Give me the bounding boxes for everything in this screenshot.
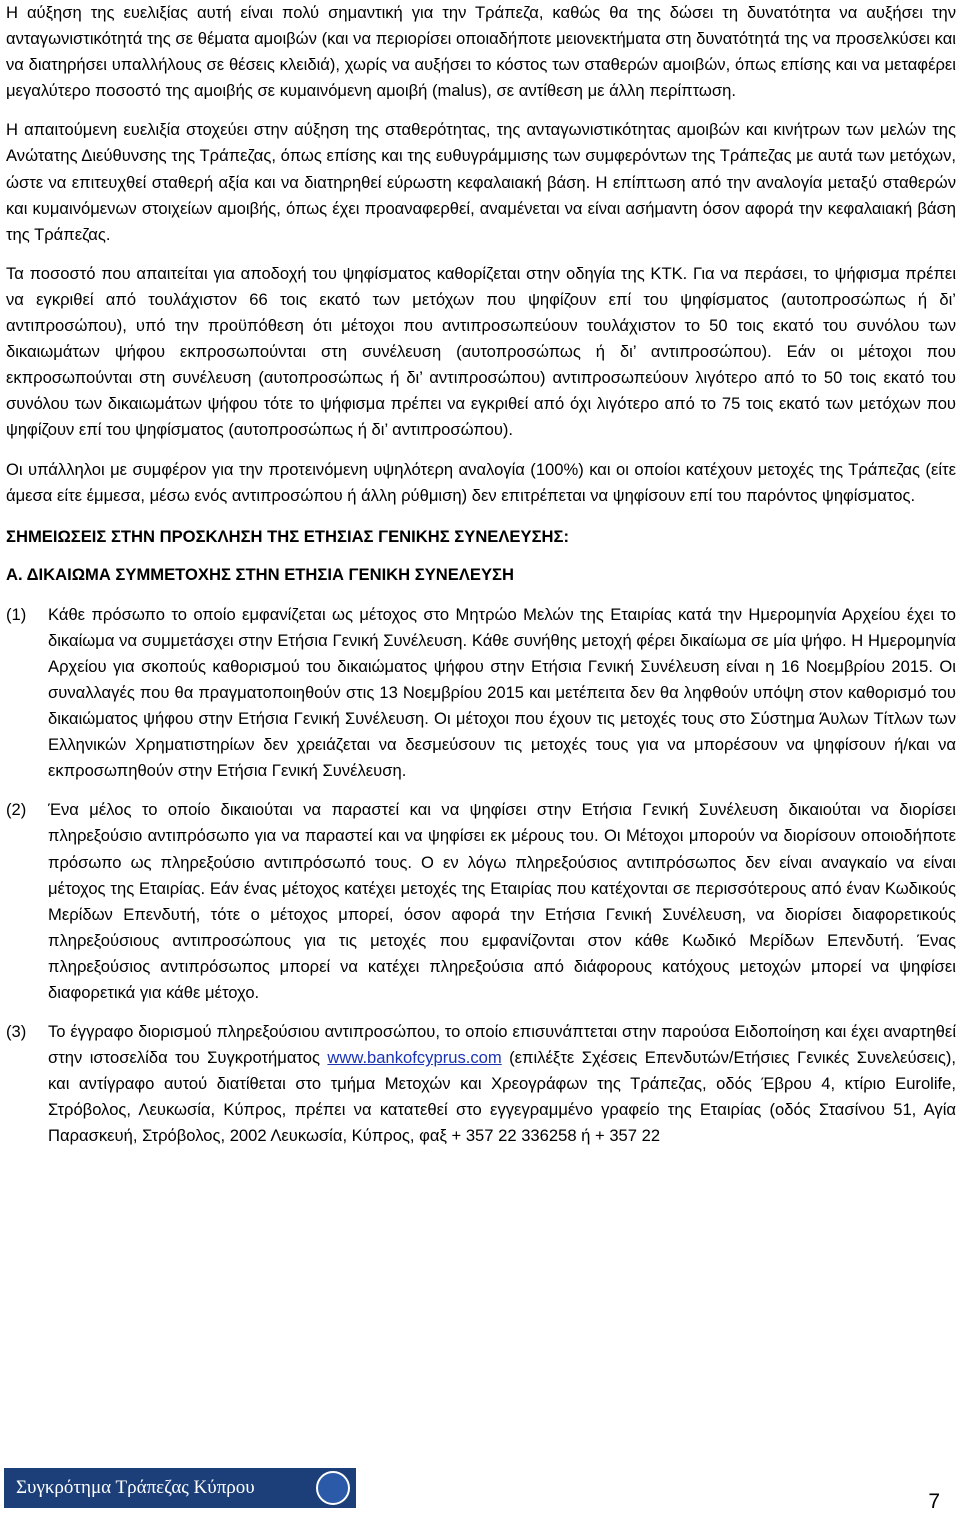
paragraph-stability: Η απαιτούμενη ευελιξία στοχεύει στην αύξηση της σταθερότητας, της ανταγωνιστικότητας αμοιβών και κινήτρων των μελών της Ανώτατης Διεύθυνσης της Τράπεζας, όπως επίσης και της ευθυγράμμισης των συμφερόντων της Τράπεζας με αυτά των μετόχων, ώστε να επιτευχθεί σταθερή αξία και να διατηρηθεί εύρωστη κεφαλαιακή βάση. Η επίπτωση από την αναλογία μεταξύ σταθερών και κυμαινόμενων στοιχείων αμοιβής, όπως έχει προαναφερθεί, αναμένεται να είναι ασήμαντη όσον αφορά την κεφαλαιακή βάση της Τράπεζας.: [6, 120, 956, 244]
section-heading: Α. ΔΙΚΑΙΩΜΑ ΣΥΜΜΕΤΟΧΗΣ ΣΤΗΝ ΕΤΗΣΙΑ ΓΕΝΙΚΗ ΣΥΝΕΛΕΥΣΗ: [6, 564, 514, 584]
paragraph-employee-voting: Οι υπάλληλοι με συμφέρον για την προτεινόμενη υψηλότερη αναλογία (100%) και οι οποίοι κατέχουν μετοχές της Τράπεζας (είτε άμεσα είτε έμμεσα, μέσω ενός αντιπροσώπου ή άλλη ρύθμιση) δεν επιτρέπεται να ψηφίσουν επί του παρόντος ψηφίσματος.: [6, 459, 956, 505]
list-item-number: (2): [6, 800, 27, 820]
logo-text: Συγκρότημα Τράπεζας Κύπρου: [16, 1477, 255, 1498]
bank-logo: [4, 1468, 356, 1508]
list-item-text-after-link: (επιλέξτε Σχέσεις Επενδυτών/Ετήσιες Γενικές Συνελεύσεις), και αντίγραφο αυτού διατίθεται στο τμήμα Μετοχών και Χρεογράφων της Τράπεζας, οδός Έβρου 4, κτίριο Eurolife, Στρόβολος, Λευκωσία, Κύπρος, πρέπει να κατατεθεί στο εγγεγραμμένο γραφείο της Εταιρίας (οδός Στασίνου 51, Αγία Παρασκευή, Στρόβολος, 2002 Λευκωσία, Κύπρος, φαξ + 357 22 336258 ή + 357 22: [48, 1048, 956, 1146]
bank-badge-icon: [316, 1471, 350, 1505]
list-item: [6, 602, 956, 785]
list-item: [6, 797, 956, 1006]
document-body: [6, 0, 956, 1150]
list-item: [6, 1019, 956, 1149]
list-item-text: Κάθε πρόσωπο το οποίο εμφανίζεται ως μέτοχος στο Μητρώο Μελών της Εταιρίας κατά την Ημερομηνία Αρχείου έχει το δικαίωμα να συμμετάσχει στην Ετήσια Γενική Συνέλευση. Κάθε συνήθης μετοχή φέρει δικαίωμα σε μία ψήφο. Η Ημερομηνία Αρχείου για σκοπούς καθορισμού του δικαιώματος ψήφου στην Ετήσια Γενική Συνέλευση είναι η 16 Νοεμβρίου 2015. Οι συναλλαγές που θα πραγματοποιηθούν στις 13 Νοεμβρίου 2015 και μετέπειτα δεν θα ληφθούν υπόψη στον καθορισμό του δικαιώματος ψήφου στην Ετήσια Γενική Συνέλευση. Οι μέτοχοι που έχουν τις μετοχές τους στο Σύστημα Άυλων Τίτλων των Ελληνικών Χρηματιστηρίων δεν χρειάζεται να δεσμεύσουν τις μετοχές τους για να μπορέσουν να ψηφίσουν ή/και να εκπροσωπηθούν στην Ετήσια Γενική Συνέλευση.: [48, 604, 956, 781]
list-item-number: (3): [6, 1022, 27, 1042]
list-item-text: [48, 1019, 956, 1149]
paragraph-flexibility: Η αύξηση της ευελιξίας αυτή είναι πολύ σημαντική για την Τράπεζα, καθώς θα της δώσει τη δυνατότητα να αυξήσει την ανταγωνιστικότητά της σε θέματα αμοιβών (και να περιορίσει οποιαδήποτε μειονεκτήματα στη δυνατότητά της να προσελκύσει και να διατηρήσει υπαλλήλους σε θέσεις κλειδιά), χωρίς να αυξήσει το κόστος των σταθερών αμοιβών, όπως επίσης και να μεταφέρει μεγαλύτερο ποσοστό της αμοιβής σε κυμαινόμενη αμοιβή (malus), σε αντίθεση με άλλη περίπτωση.: [6, 3, 956, 101]
list-item-text-before-link: Το έγγραφο διορισμού πληρεξούσιου αντιπροσώπου, το οποίο επισυνάπτεται στην παρούσα Ειδοποίηση και έχει αναρτηθεί στην ιστοσελίδα του Συγκροτήματος: [48, 1022, 956, 1068]
page-number: 7: [928, 1490, 940, 1513]
list-item-number: (1): [6, 604, 27, 624]
list-item-text: Ένα μέλος το οποίο δικαιούται να παραστεί και να ψηφίσει στην Ετήσια Γενική Συνέλευση δικαιούται να διορίσει πληρεξούσιο αντιπρόσωπο για να παραστεί και να ψηφίσει εκ μέρους του. Οι Μέτοχοι μπορούν να διορίσουν οποιοδήποτε πρόσωπο ως πληρεξούσιο αντιπρόσωπό τους. Ο εν λόγω πληρεξούσιος αντιπρόσωπος δεν είναι αναγκαίο να είναι μέτοχος της Εταιρίας. Εάν ένας μέτοχος κατέχει μετοχές της Εταιρίας που κατέχονται σε περισσότερους από έναν Κωδικούς Μερίδων Επενδυτή, τότε ο μέτοχος μπορεί, όσον αφορά την Ετήσια Γενική Συνέλευση, να διορίσει διαφορετικούς πληρεξούσιους αντιπροσώπους για τις μετοχές που εμφανίζονται στον κάθε Κωδικό Μερίδων Επενδυτή. Ένας πληρεξούσιος αντιπρόσωπος μπορεί να κατέχει πληρεξούσια από διάφορους κατόχους μετοχών μπορεί να ψηφίσει διαφορετικά για κάθε μέτοχο.: [48, 800, 956, 1002]
notes-heading: ΣΗΜΕΙΩΣΕΙΣ ΣΤΗΝ ΠΡΟΣΚΛΗΣΗ ΤΗΣ ΕΤΗΣΙΑΣ ΓΕΝΙΚΗΣ ΣΥΝΕΛΕΥΣΗΣ:: [6, 526, 569, 546]
paragraph-voting-threshold: Τα ποσοστό που απαιτείται για αποδοχή του ψηφίσματος καθορίζεται στην οδηγία της ΚΤΚ. Για να περάσει, το ψήφισμα πρέπει να εγκριθεί από τουλάχιστον 66 τοις εκατό των μετόχων που ψηφίζουν επί του ψηφίσματος (αυτοπροσώπως ή δι’ αντιπροσώπου), υπό την προϋπόθεση ότι μέτοχοι που αντιπροσωπεύουν τουλάχιστον το 50 τοις εκατό του συνόλου των δικαιωμάτων ψήφου εκπροσωπούνται στη συνέλευση (αυτοπροσώπως ή δι’ αντιπροσώπου). Εάν οι μέτοχοι που εκπροσωπούνται στη συνέλευση (αυτοπροσώπως ή δι’ αντιπροσώπου) αντιπροσωπεύουν λιγότερο από το 50 τοις εκατό του συνόλου των δικαιωμάτων ψήφου τότε το ψήφισμα πρέπει να εγκριθεί από όχι λιγότερο από το 75 τοις εκατό των μετόχων που ψηφίζουν επί του ψηφίσματος (αυτοπροσώπως ή δι’ αντιπροσώπου).: [6, 263, 956, 440]
bank-website-link[interactable]: www.bankofcyprus.com: [327, 1048, 502, 1068]
